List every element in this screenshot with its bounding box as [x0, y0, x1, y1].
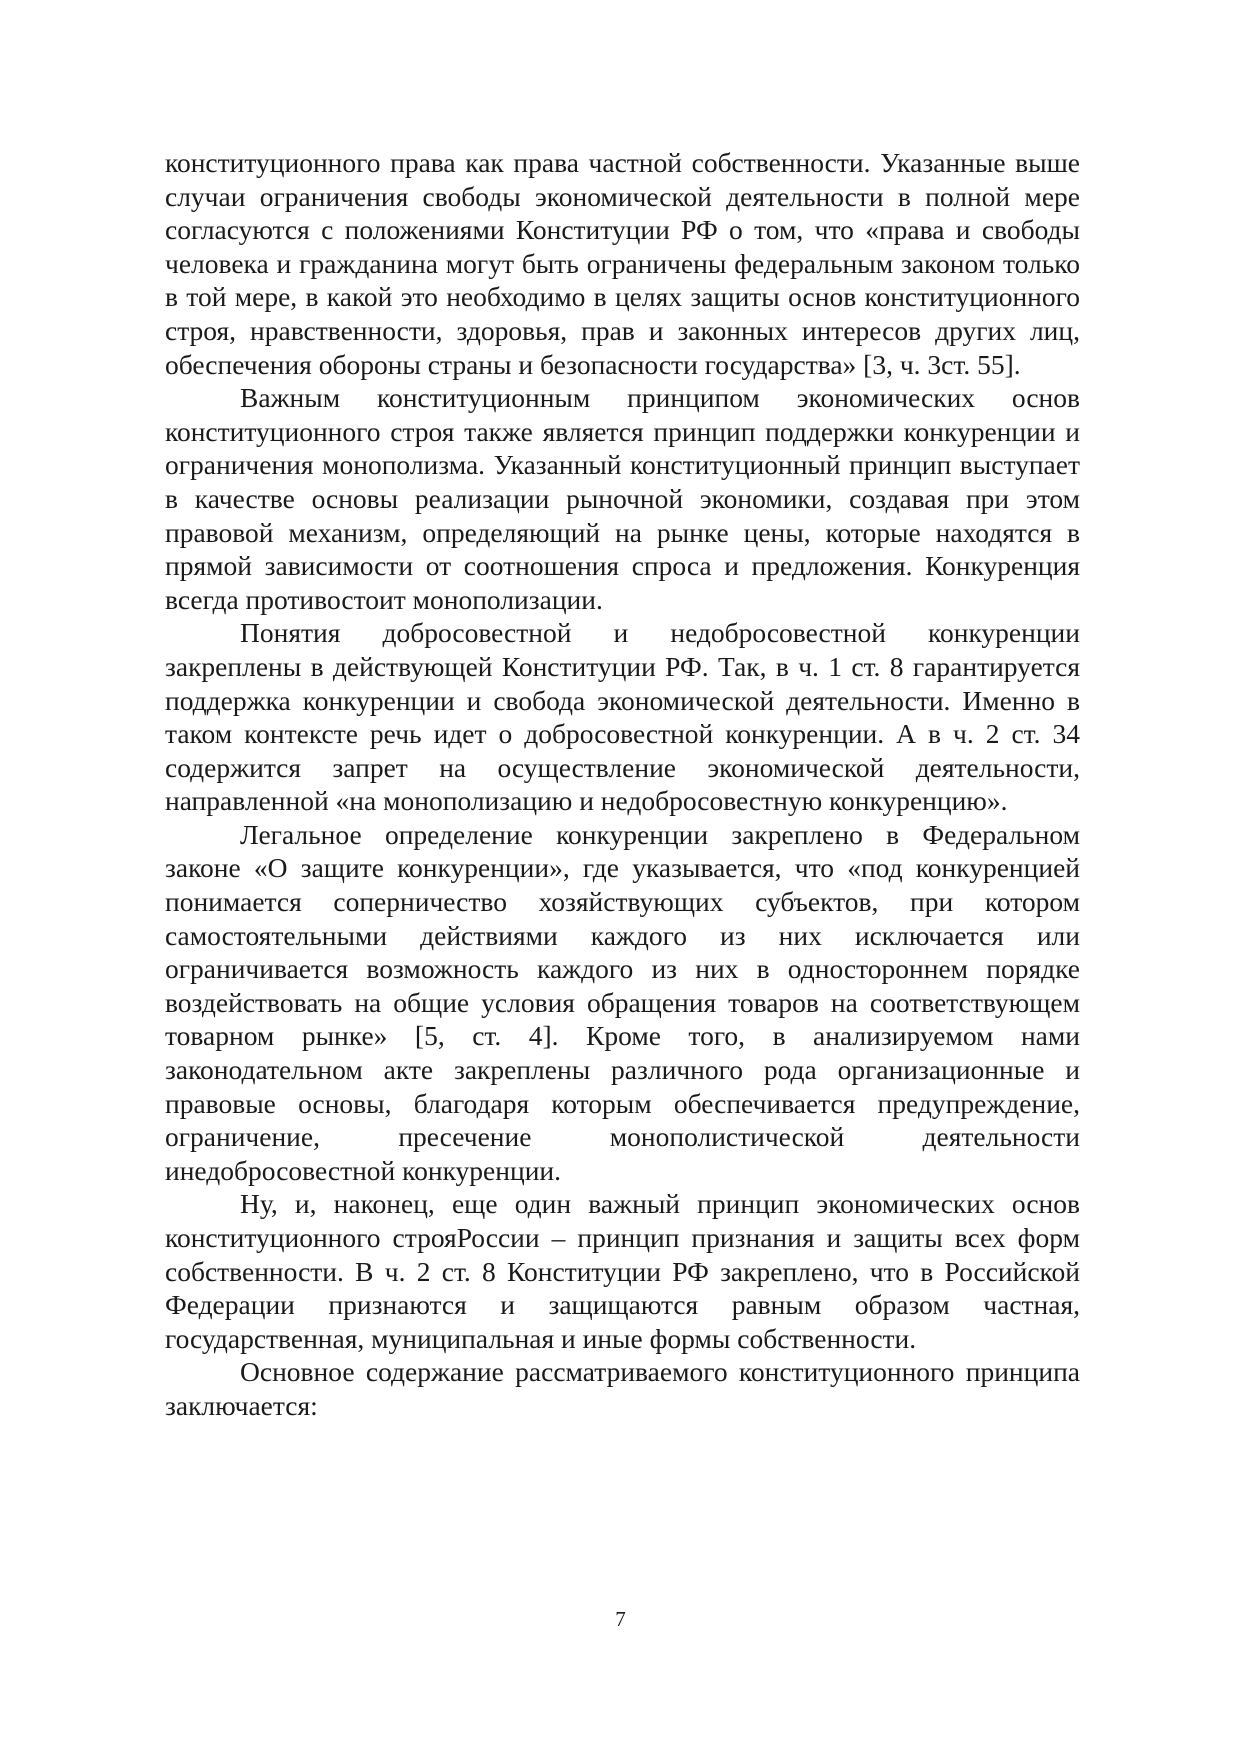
- paragraph-3: Понятия добросовестной и недобросовестной конкуренции закреплены в действующей Конституции РФ. Так, в ч. 1 ст. 8 гарантируется поддержка конкуренции и свобода экономической деятельности. Именно в таком контексте речь идет о добросовестной конкуренции. А в ч. 2 ст. 34 содержится запрет на осуществление экономической деятельности, направленной «на монополизацию и недобросовестную конкуренцию».: [165, 617, 1080, 817]
- document-body: [165, 146, 1080, 1423]
- paragraph-1: конституционного права как права частной собственности. Указанные выше случаи ограничения свободы экономической деятельности в полной мере согласуются с положениями Конституции РФ о том, что «права и свободы человека и гражданина могут быть ограничены федеральным законом только в той мере, в какой это необходимо в целях защиты основ конституционного строя, нравственности, здоровья, прав и законных интересов других лиц, обеспечения обороны страны и безопасности государства» [3, ч. 3ст. 55].: [165, 147, 1080, 380]
- paragraph-2: Важным конституционным принципом экономических основ конституционного строя также является принцип поддержки конкуренции и ограничения монополизма. Указанный конституционный принцип выступает в качестве основы реализации рыночной экономики, создавая при этом правовой механизм, определяющий на рынке цены, которые находятся в прямой зависимости от соотношения спроса и предложения. Конкуренция всегда противостоит монополизации.: [165, 382, 1080, 615]
- paragraph-6: Основное содержание рассматриваемого конституционного принципа заключается:: [165, 1356, 1080, 1421]
- paragraph-5: Ну, и, наконец, еще один важный принцип экономических основ конституционного строяРоссии – принцип признания и защиты всех форм собственности. В ч. 2 ст. 8 Конституции РФ закреплено, что в Российской Федерации признаются и защищаются равным образом частная, государственная, муниципальная и иные формы собственности.: [165, 1188, 1080, 1354]
- page-number: 7: [615, 1607, 626, 1631]
- paragraph-4: Легальное определение конкуренции закреплено в Федеральном законе «О защите конкуренции», где указывается, что «под конкуренцией понимается соперничество хозяйствующих субъектов, при котором самостоятельными действиями каждого из них исключается или ограничивается возможность каждого из них в одностороннем порядке воздействовать на общие условия обращения товаров на соответствующем товарном рынке» [5, ст. 4]. Кроме того, в анализируемом нами законодательном акте закреплены различного рода организационные и правовые основы, благодаря которым обеспечивается предупреждение, ограничение, пресечение монополистической деятельности инедобросовестной конкуренции.: [165, 818, 1080, 1186]
